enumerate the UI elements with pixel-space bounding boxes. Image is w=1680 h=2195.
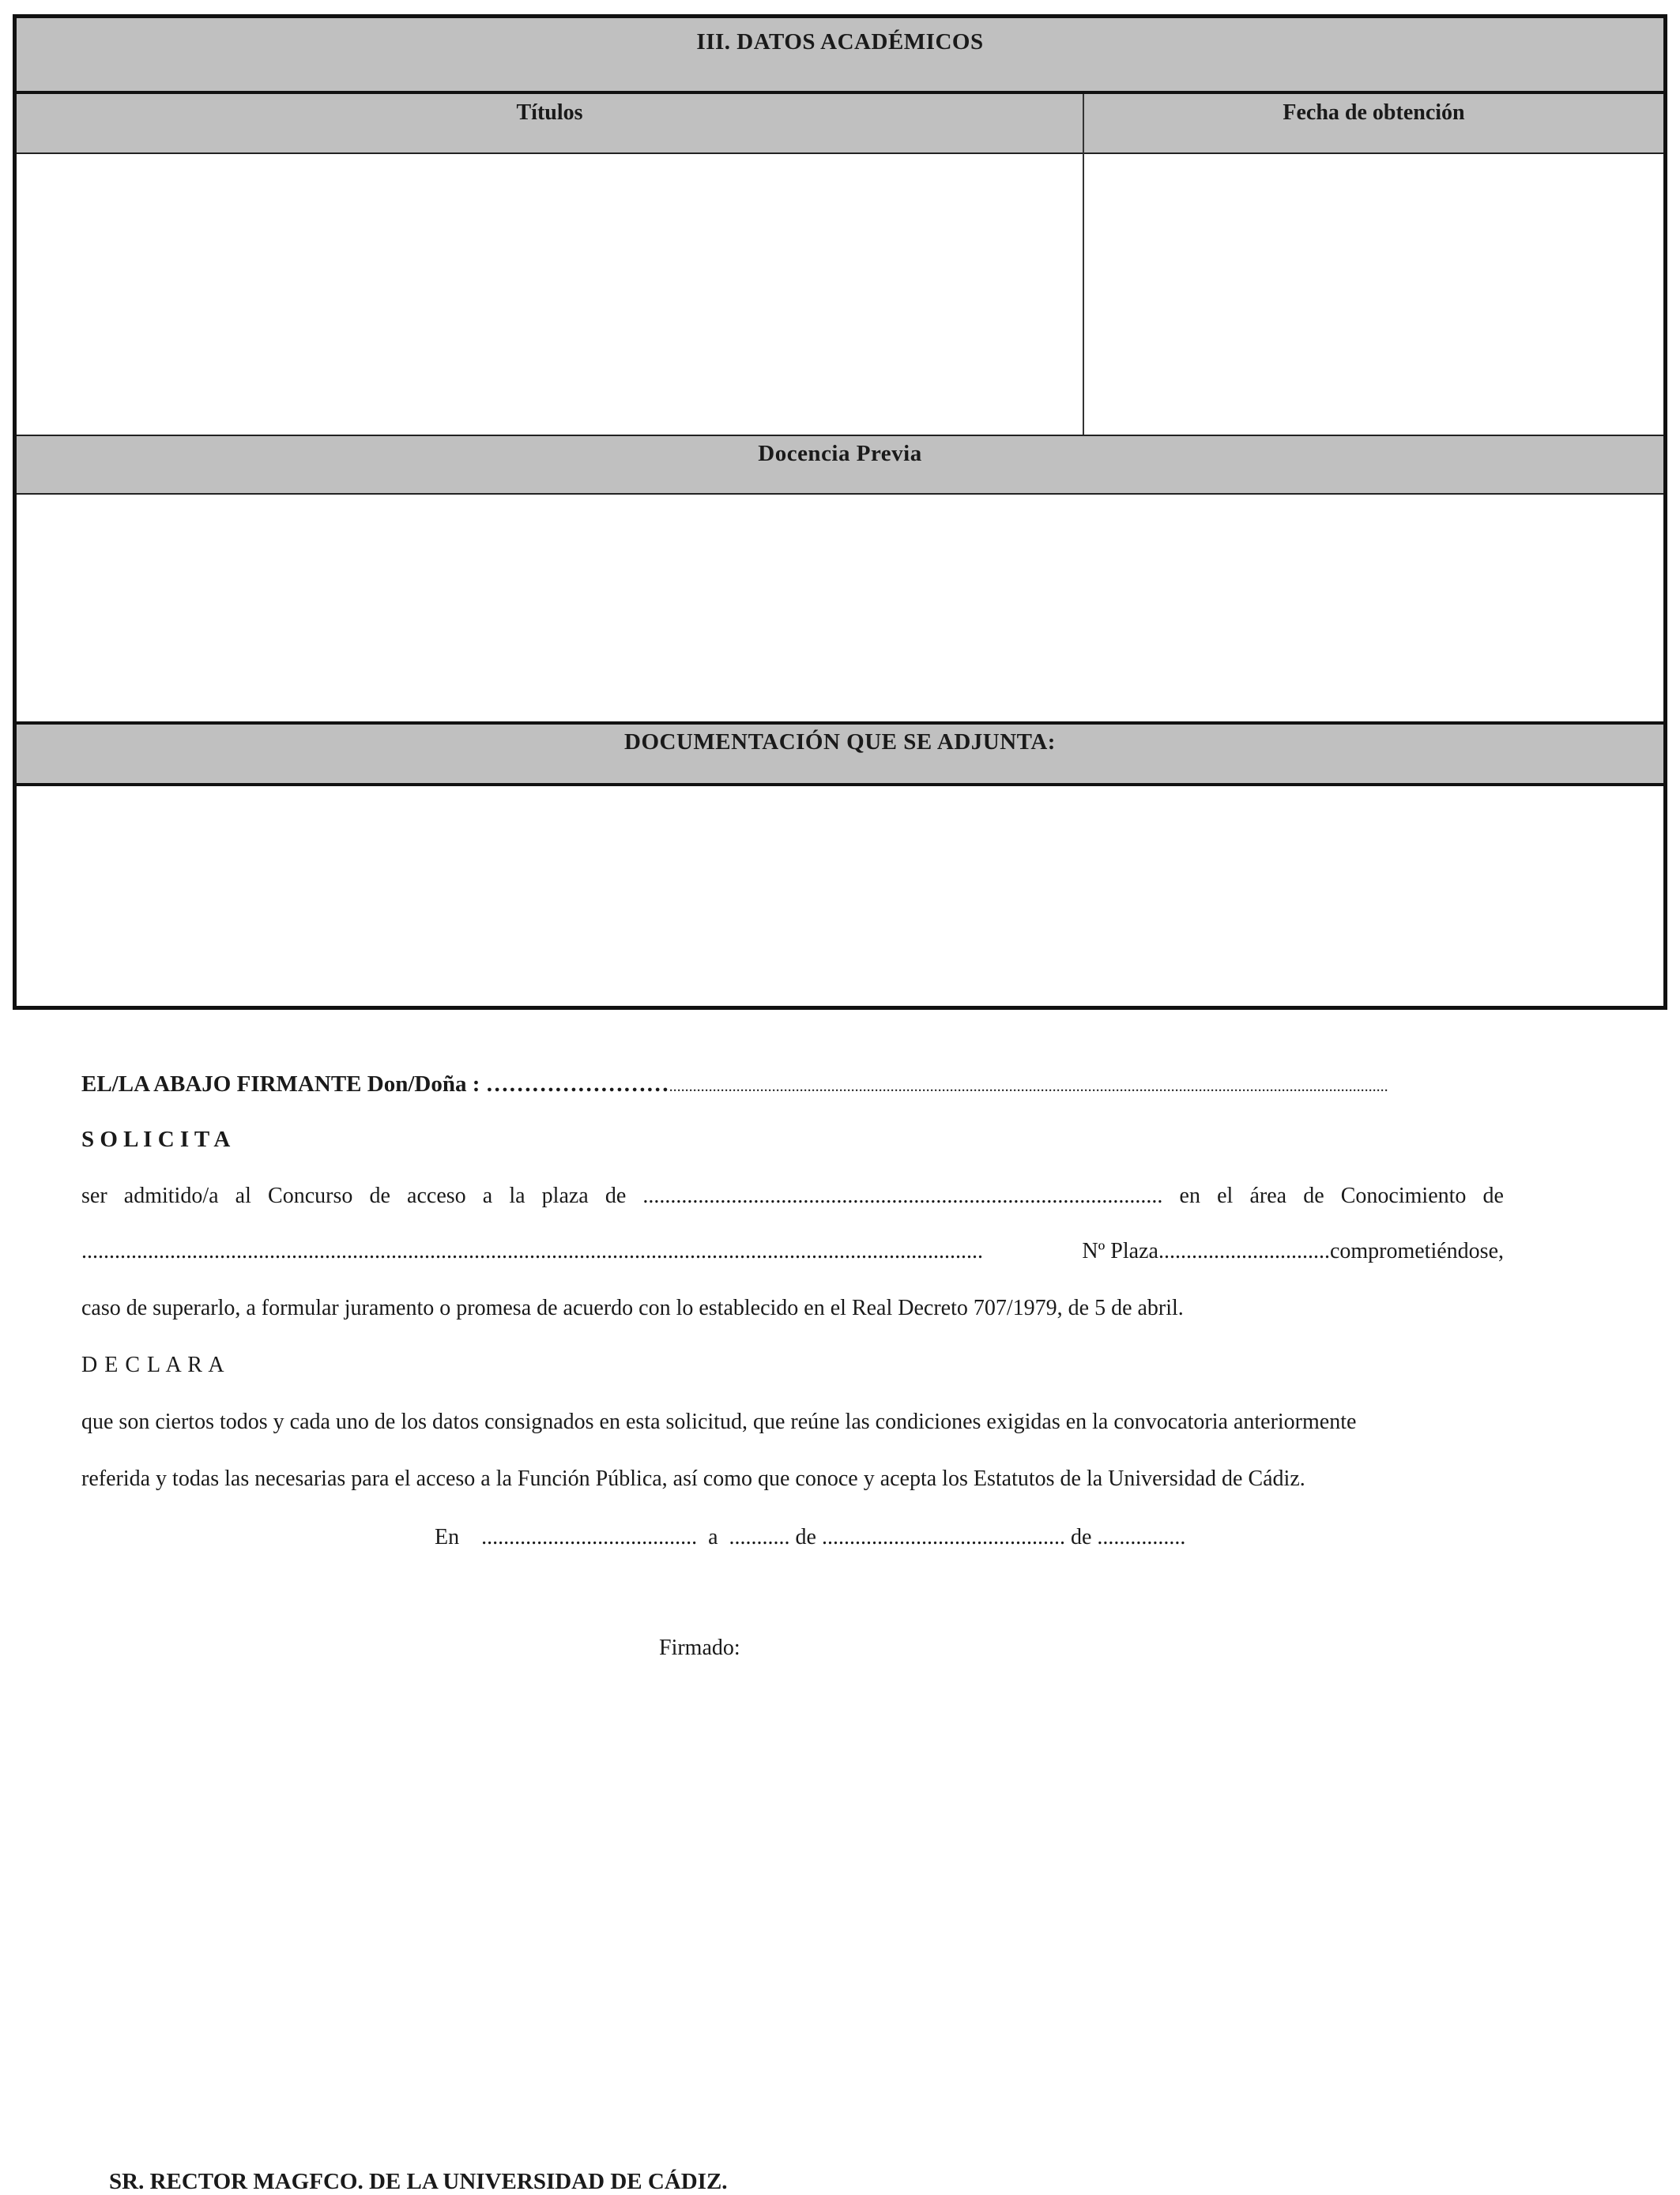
request-word: de: [605, 1184, 627, 1208]
request-word: ser: [81, 1184, 107, 1208]
request-word: acceso: [407, 1184, 466, 1208]
request-word: la: [509, 1184, 525, 1208]
section-title: III. DATOS ACADÉMICOS: [696, 29, 984, 55]
addressee: SR. RECTOR MAGFCO. DE LA UNIVERSIDAD DE CÁDIZ.: [109, 2169, 728, 2194]
request-word: el: [1217, 1184, 1234, 1208]
request-word: de: [1303, 1184, 1324, 1208]
declara-line-1: que son ciertos todos y cada uno de los datos consignados en esta solicitud, que reúne las condiciones exigidas en la convocatoria anteriormente: [81, 1410, 1357, 1434]
knowledge-area-field[interactable]: ...................................................................................................................................................................: [81, 1239, 983, 1263]
signer-name-field[interactable]: ……………………......................................................................................................................................................................................: [485, 1071, 1388, 1097]
teaching-input-area[interactable]: [17, 495, 1663, 721]
titles-column-header: Títulos: [17, 94, 1083, 152]
docs-input-area[interactable]: [17, 786, 1663, 1006]
declara-heading: D E C L A R A: [81, 1353, 225, 1377]
docs-header: DOCUMENTACIÓN QUE SE ADJUNTA:: [17, 725, 1663, 786]
declara-line-2: referida y todas las necesarias para el acceso a la Función Pública, así como que conoce y acepta los Estatutos de la Universidad de Cádiz.: [81, 1466, 1305, 1491]
academic-data-table: [13, 14, 1667, 1010]
solicita-heading: S O L I C I T A: [81, 1127, 231, 1152]
request-word: al: [235, 1184, 251, 1208]
plaza-field[interactable]: ..............................................................................................: [642, 1184, 1163, 1208]
request-word: admitido/a: [123, 1184, 219, 1208]
request-line-2: [81, 1241, 1504, 1263]
place-date-line[interactable]: En ....................................... a ........... de ............................................ de ................: [435, 1525, 1186, 1549]
request-word: en: [1179, 1184, 1200, 1208]
date-column-header: Fecha de obtención: [1084, 94, 1663, 152]
signed-label: Firmado:: [659, 1636, 740, 1660]
request-word: a: [482, 1184, 493, 1208]
section-header: [17, 18, 1663, 94]
request-word: plaza: [541, 1184, 589, 1208]
request-word: Concurso: [268, 1184, 353, 1208]
request-word: área: [1249, 1184, 1287, 1208]
request-word: de: [369, 1184, 390, 1208]
plaza-number-text: Nº Plaza...............................comprometiéndose,: [1082, 1239, 1504, 1263]
request-line-1: [81, 1185, 1504, 1207]
request-word: Conocimiento: [1340, 1184, 1467, 1208]
teaching-header: Docencia Previa: [17, 436, 1663, 495]
titles-input-area[interactable]: [17, 154, 1083, 435]
request-word: de: [1482, 1184, 1504, 1208]
request-line-1-words: [81, 1185, 1504, 1207]
signature-area[interactable]: [659, 1675, 1291, 2070]
date-input-area[interactable]: [1084, 154, 1663, 435]
signer-line: EL/LA ABAJO FIRMANTE Don/Doña : ……………………......................................................................................................................................................................................: [81, 1071, 1388, 1097]
request-line-3: caso de superarlo, a formular juramento o promesa de acuerdo con lo establecido en el Real Decreto 707/1979, de 5 de abril.: [81, 1296, 1184, 1320]
